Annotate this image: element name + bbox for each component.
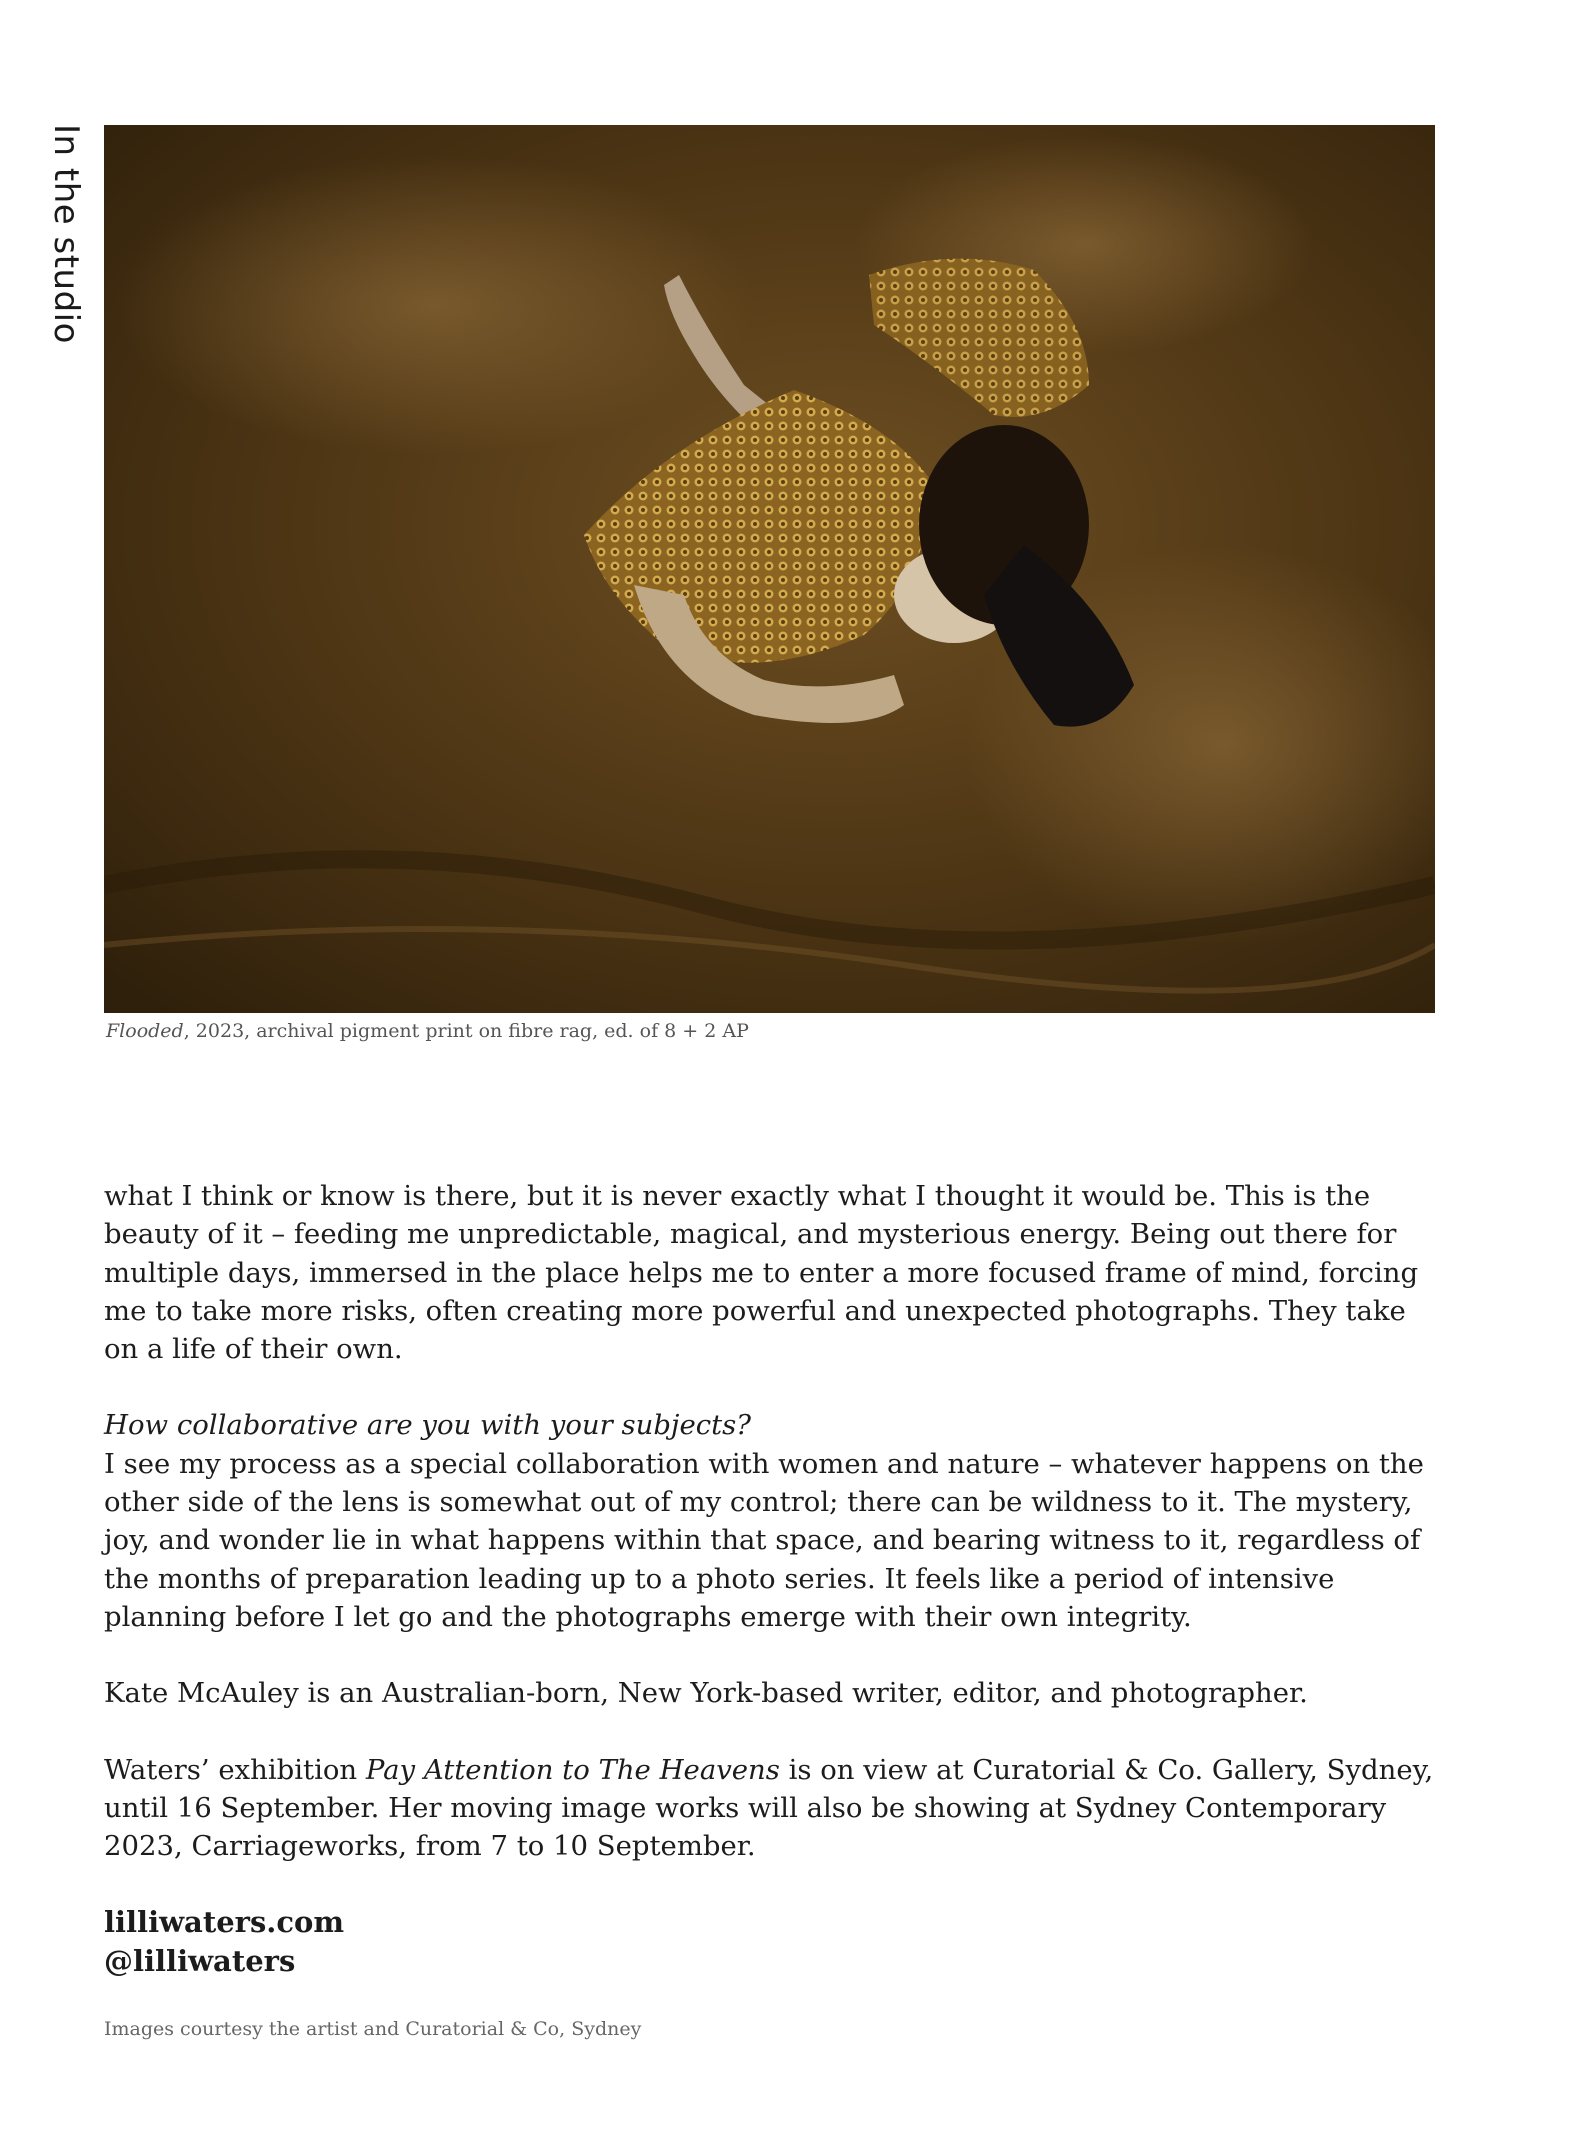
image-credits: Images courtesy the artist and Curatorial & Co, Sydney (104, 2018, 642, 2040)
photo-image (104, 125, 1435, 1013)
paragraph-1: what I think or know is there, but it is never exactly what I thought it would be. This is the beauty of it – feeding me unpredictable, magical, and mysterious energy. Being out there for multiple days, immersed in the place helps me to enter a more focused frame of mind, forcing me to take more risks, often creating more powerful and unexpected photographs. They take on a life of their own. (104, 1180, 1419, 1366)
section-label: In the studio (46, 124, 86, 344)
exhibition-post: is on view at Curatorial & Co. Gallery, Sydney, until 16 September. Her moving image works will also be showing at Sydney Contemporary 2023, Carriageworks, from 7 to 10 September. (104, 1753, 1434, 1863)
social-handle[interactable]: @lilliwaters (104, 1943, 296, 1978)
author-bio: Kate McAuley is an Australian-born, New York-based writer, editor, and photographer. (104, 1677, 1308, 1710)
exhibition-title: Pay Attention to The Heavens (365, 1753, 780, 1786)
caption-title: Flooded (106, 1020, 184, 1042)
interview-question: How collaborative are you with your subjects? (104, 1409, 752, 1442)
photograph-flooded (104, 125, 1435, 1013)
article-body (104, 1177, 1434, 1980)
exhibition-pre: Waters’ exhibition (104, 1753, 366, 1786)
website-link[interactable]: lilliwaters.com (104, 1905, 345, 1940)
photo-caption (106, 1020, 749, 1042)
caption-details: , 2023, archival pigment print on fibre rag, ed. of 8 + 2 AP (183, 1020, 749, 1042)
interview-answer: I see my process as a special collaboration with women and nature – whatever happens on the other side of the lens is somewhat out of my control; there can be wildness to it. The mystery, joy, and wonder lie in what happens within that space, and bearing witness to it, regardless of the months of preparation leading up to a photo series. It feels like a period of intensive planning before I let go and the photographs emerge with their own integrity. (104, 1447, 1424, 1633)
exhibition-info (104, 1751, 1434, 1866)
